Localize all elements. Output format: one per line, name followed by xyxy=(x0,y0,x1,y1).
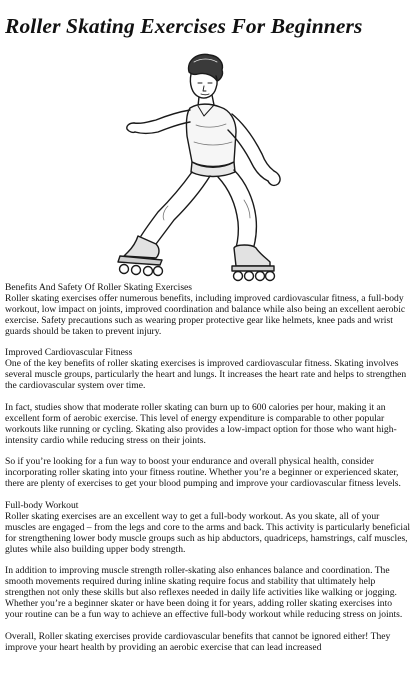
section-cardiovascular-fitness xyxy=(5,348,410,490)
paragraph: One of the key benefits of roller skating exercises is improved cardiovascular fitness. Skating involves several muscle groups, particularly the heart and lungs. It increases the heart rate and helps to strengthen the cardiovascular system over time. xyxy=(5,358,407,392)
roller-skater-illustration xyxy=(86,50,326,282)
paragraph: So if you’re looking for a fun way to boost your endurance and overall physical health, consider incorporating roller skating into your fitness routine. Whether you’re a beginner or experienced skater, there are plenty of exercises to get your blood pumping and improve your cardiovascular fitness levels. xyxy=(5,456,401,490)
section-benefits-safety xyxy=(5,283,410,338)
paragraph: Overall, Roller skating exercises provide cardiovascular benefits that cannot be ignored either! They improve your heart health by providing an aerobic exercise that can lead increased xyxy=(5,630,391,653)
section-heading: Full-body Workout xyxy=(5,500,79,512)
paragraph: Roller skating exercises are an excellent way to get a full-body workout. As you skate, all of your muscles are engaged – from the legs and core to the arms and back. This activity is particularly beneficial for strengthening lower body muscle groups such as hip abductors, quadriceps, hamstrings, calf muscles, glutes while also building upper body strength. xyxy=(5,510,411,555)
paragraph: Roller skating exercises offer numerous benefits, including improved cardiovascular fitness, a full-body workout, low impact on joints, improved coordination and balance while also being an excellent aerobic exercise. Safety precautions such as wearing proper protective gear like helmets, knee pads and wrist guards should be taken to prevent injury. xyxy=(5,292,406,337)
section-heading: Improved Cardiovascular Fitness xyxy=(5,347,133,359)
article-title: Roller Skating Exercises For Beginners xyxy=(5,14,363,38)
section-full-body-workout xyxy=(5,501,410,654)
article-body xyxy=(5,283,410,665)
section-heading: Benefits And Safety Of Roller Skating Exercises xyxy=(5,282,193,293)
paragraph: In fact, studies show that moderate roller skating can burn up to 600 calories per hour, making it an excellent form of aerobic exercise. This level of energy expenditure is comparable to other popular workouts like running or cycling. Skating also provides a low-impact option for those who want high-intensity cardio while reducing stress on their joints. xyxy=(5,401,397,446)
paragraph: In addition to improving muscle strength roller-skating also enhances balance and coordination. The smooth movements required during inline skating require focus and stability that ultimately help strengthen not only these skills but also reflexes needed in daily life activities like walking or jogging. Whether you’re a beginner skater or have been doing it for years, adding roller skating exercises into your routine can be a fun way to achieve an effective full-body workout while reducing stress on joints. xyxy=(5,565,403,621)
